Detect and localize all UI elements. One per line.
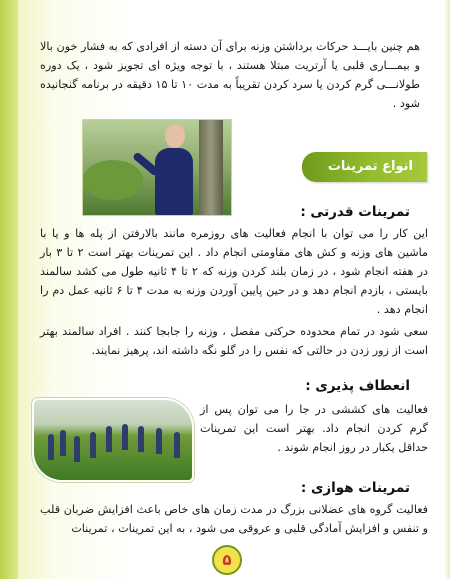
aerobic-heading: تمرینات هوازی : [300,480,410,496]
strength-paragraph-2: سعی شود در تمام محدوده حرکتی مفصل ، وزنه را جابجا کنند . افراد سالمند بهتر است از زور زدن در حالتی که نفس را در گلو نگه داشته اند، پرهیز نمایند. [40,325,428,357]
photo-group-exercise-park [32,398,194,482]
page-edge [444,0,450,579]
photo-man-body [155,148,193,215]
intro-paragraph: هم چنین بایـــد حرکات برداشتن وزنه برای آن دسته از افرادی که به فشار خون بالا و بیمـــاری قلبی یا آرتریت مبتلا هستند ، با توجه ویژه ای تجویز شود ، یک دوره طولانـــی گرم کردن یا سرد کردن تقریباً به مدت ۱۰ تا ۱۵ دقیقه در برنامه گنجانیده شود . [40,40,420,110]
photo-person [74,436,80,462]
strength-paragraph-1: این کار را می توان با انجام فعالیت های روزمره مانند بالارفتن از پله ها و یا با ماشین های وزنه و کش های مقاومتی انجام داد . این تمرینات بهتر است ۲ تا ۳ بار در هفته انجام شود ، در زمان بلند کردن وزنه که ۲ تا ۴ ثانیه طول می کشد سالمند بایستی ، بازدم انجام دهد و در حین پایین آوردن وزنه به مدت ۴ تا ۶ ثانیه عمل دم را انجام دهد . [40,227,429,316]
photo-person [60,430,66,456]
page-number: ۵ [212,545,242,575]
section-banner-label: انواع تمرینات [327,159,413,174]
strength-heading: تمرینات قدرتی : [300,204,410,220]
decorative-side-bar [0,0,18,579]
photo-person [106,426,112,452]
photo-bush [83,160,143,200]
photo-person [174,432,180,458]
photo-man-head [165,124,185,148]
section-banner [302,152,427,182]
photo-person [90,432,96,458]
flexibility-heading: انعطاف پذیری : [305,378,410,394]
photo-person [138,426,144,452]
photo-man-stretching-tree [82,119,232,216]
photo-tree [199,120,223,215]
photo-person [156,428,162,454]
aerobic-paragraph: فعالیت گروه های عضلانی بزرگ در مدت زمان های خاص باعث افزایش ضربان قلب و تنفس و افزایش آمادگی قلبی و عروقی می شود ، به این تمرینات ، تمرینات [40,503,428,535]
photo-person [122,424,128,450]
photo-person [48,434,54,460]
flexibility-paragraph: فعالیت های کششی در جا را می توان پس از گرم کردن انجام داد. بهتر است این تمرینات حداقل یکبار در روز انجام شوند . [200,403,428,454]
